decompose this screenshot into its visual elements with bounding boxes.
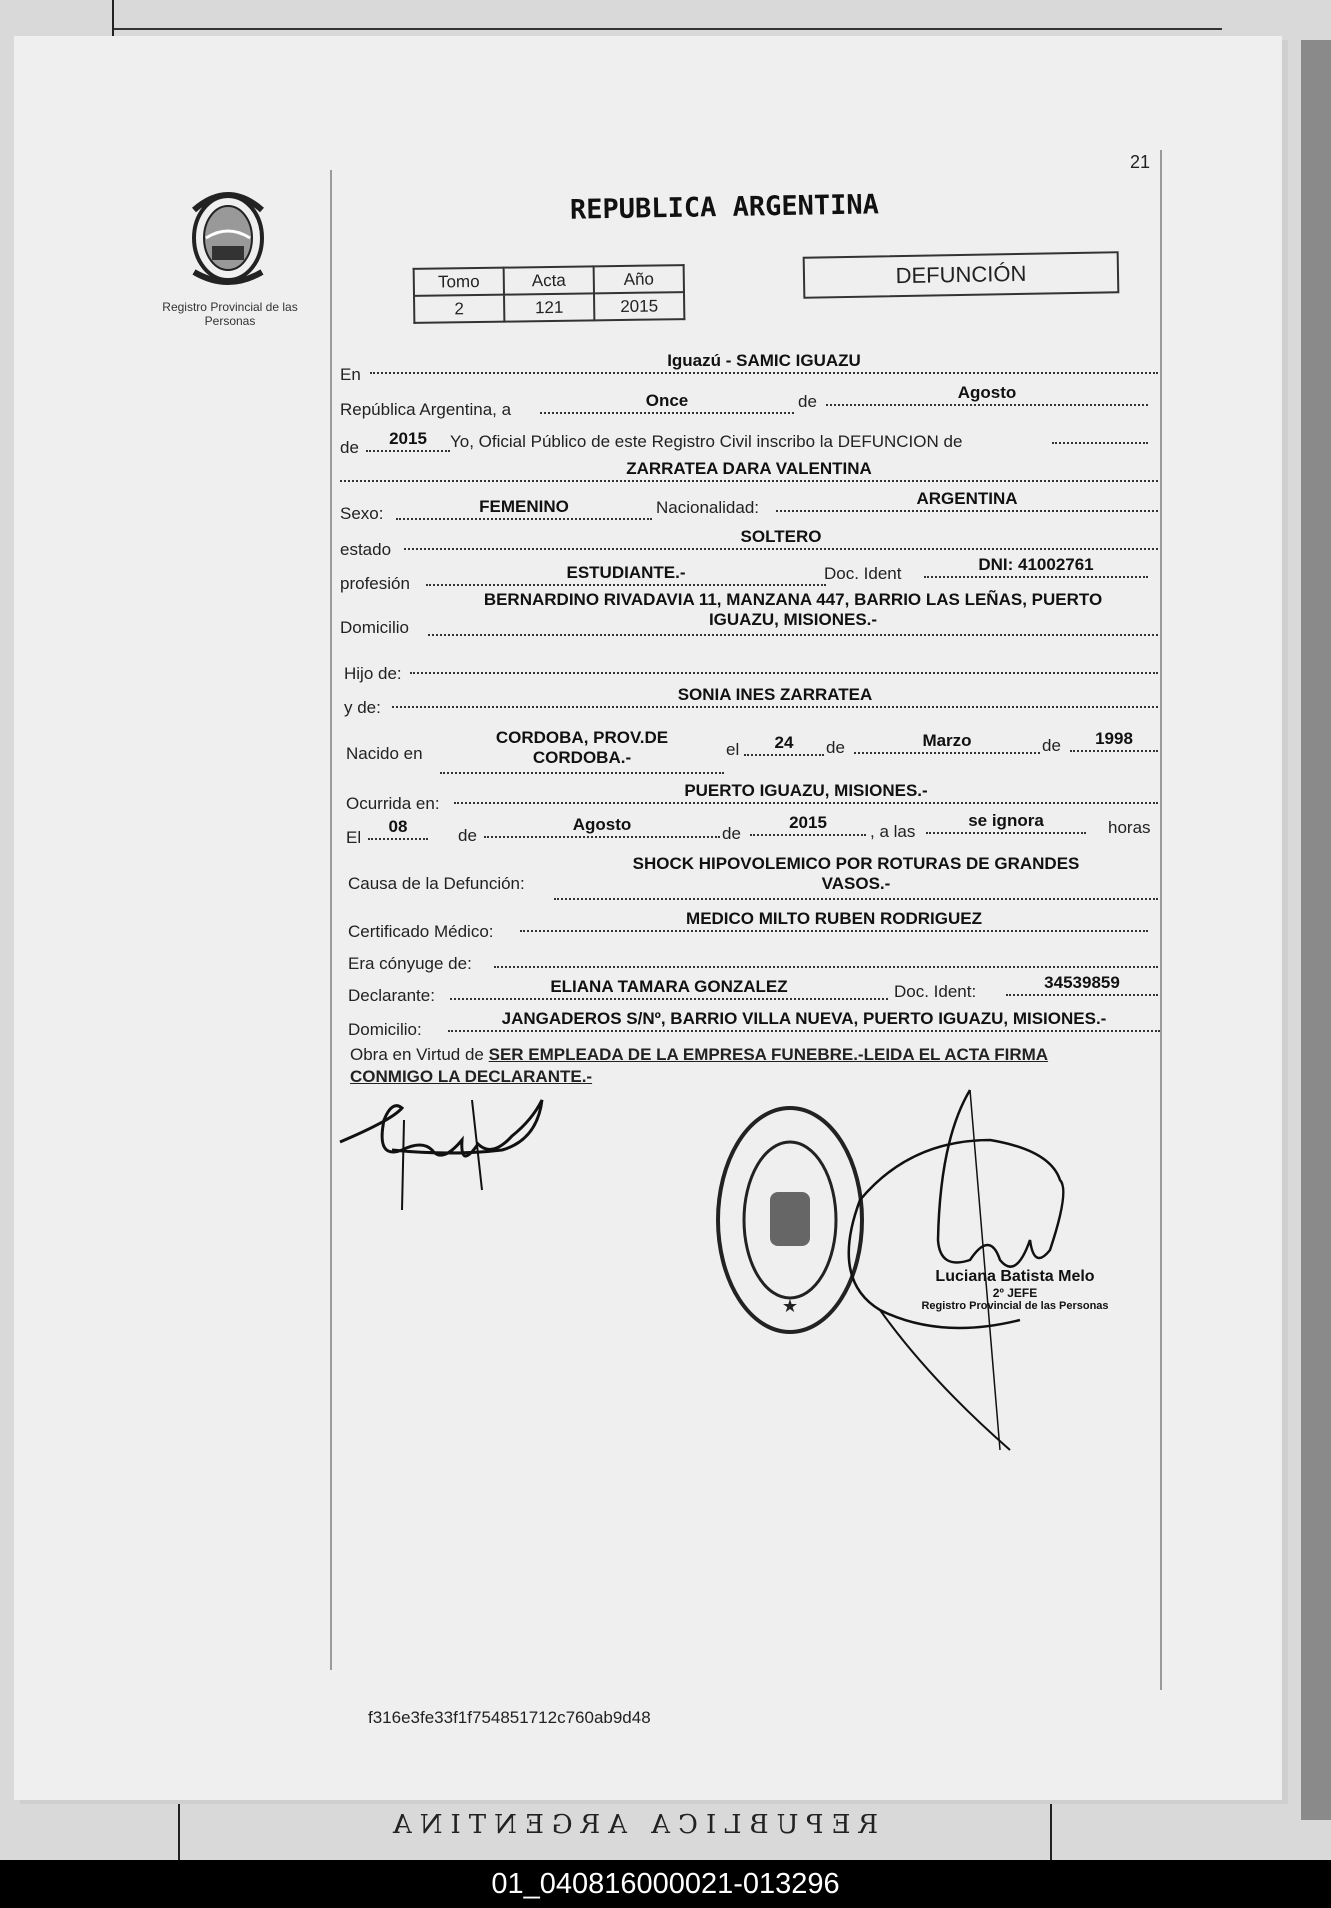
label-domicilio: Domicilio bbox=[340, 618, 409, 637]
register-header-acta: Acta bbox=[504, 266, 594, 294]
label-conyuge: Era cónyuge de: bbox=[348, 954, 472, 973]
label-en: En bbox=[340, 365, 361, 384]
document-hash: f316e3fe33f1f754851712c760ab9d48 bbox=[368, 1708, 651, 1727]
label-nacido-en: Nacido en bbox=[346, 744, 423, 763]
certificate-form bbox=[336, 340, 1170, 1120]
scanner-edge bbox=[1301, 40, 1331, 1820]
field-blank-1 bbox=[1052, 420, 1148, 444]
field-nombre: ZARRATEA DARA VALENTINA bbox=[340, 458, 1158, 482]
signer-name: Luciana Batista Melo bbox=[935, 1268, 1095, 1285]
register-table bbox=[413, 264, 686, 324]
scan-footer-id: 01_040816000021-013296 bbox=[0, 1860, 1331, 1908]
underlying-page-mirrored-title: REPUBLICA ARGENTINA bbox=[385, 1810, 879, 1840]
misiones-coat-of-arms bbox=[180, 180, 276, 290]
left-margin-line bbox=[330, 170, 332, 1670]
field-nacido-en bbox=[440, 728, 724, 774]
field-causa-line1: SHOCK HIPOVOLEMICO POR ROTURAS DE GRANDES bbox=[632, 854, 1080, 873]
field-def-hora: se ignora bbox=[926, 810, 1086, 834]
label-a-las: , a las bbox=[870, 822, 916, 841]
field-causa-line2: VASOS.- bbox=[821, 874, 891, 893]
field-ocurrida-en: PUERTO IGUAZU, MISIONES.- bbox=[454, 780, 1158, 804]
field-def-dia: 08 bbox=[368, 816, 428, 840]
document-type-box: DEFUNCIÓN bbox=[803, 251, 1120, 299]
register-value-tomo: 2 bbox=[414, 295, 504, 323]
label-causa: Causa de la Defunción: bbox=[348, 874, 525, 893]
field-def-anio: 2015 bbox=[750, 812, 866, 836]
signer-office: Registro Provincial de las Personas bbox=[921, 1300, 1109, 1312]
label-certificado: Certificado Médico: bbox=[348, 922, 494, 941]
field-def-mes: Agosto bbox=[484, 814, 720, 838]
label-de-5: de bbox=[458, 826, 477, 845]
label-de-1: de bbox=[798, 392, 817, 411]
field-domicilio bbox=[428, 590, 1158, 636]
label-ocurrida-en: Ocurrida en: bbox=[346, 794, 440, 813]
field-domicilio-line2: IGUAZU, MISIONES.- bbox=[708, 610, 878, 629]
field-nacionalidad: ARGENTINA bbox=[776, 488, 1158, 512]
seal-caption: Registro Provincial de las Personas bbox=[162, 300, 298, 328]
label-el-cap: El bbox=[346, 828, 362, 847]
field-declarante-doc: 34539859 bbox=[1006, 972, 1158, 996]
page-number: 21 bbox=[1130, 152, 1151, 172]
field-dia: Once bbox=[540, 390, 794, 414]
field-nac-anio: 1998 bbox=[1070, 728, 1158, 752]
label-republica-a: República Argentina, a bbox=[340, 400, 512, 419]
field-nac-mes: Marzo bbox=[854, 730, 1040, 754]
label-horas: horas bbox=[1108, 818, 1151, 837]
label-el: el bbox=[726, 740, 740, 759]
label-yo-oficial: Yo, Oficial Público de este Registro Civil inscribo la DEFUNCION de bbox=[450, 432, 963, 451]
label-y-de: y de: bbox=[344, 698, 381, 717]
field-y-de: SONIA INES ZARRATEA bbox=[392, 684, 1158, 708]
signer-block bbox=[920, 1268, 1110, 1312]
field-sexo: FEMENINO bbox=[396, 496, 652, 520]
field-lugar: Iguazú - SAMIC IGUAZU bbox=[370, 350, 1158, 374]
label-hijo-de: Hijo de: bbox=[344, 664, 402, 683]
field-obra-line1: SER EMPLEADA DE LA EMPRESA FUNEBRE.-LEIDA EL ACTA FIRMA bbox=[488, 1045, 1049, 1064]
label-de-6: de bbox=[722, 824, 741, 843]
label-obra: Obra en Virtud de bbox=[350, 1045, 484, 1064]
field-hijo-de bbox=[410, 650, 1158, 674]
label-nacionalidad: Nacionalidad: bbox=[656, 498, 760, 517]
field-conyuge bbox=[494, 944, 1158, 968]
field-certificado: MEDICO MILTO RUBEN RODRIGUEZ bbox=[520, 908, 1148, 932]
label-profesion: profesión bbox=[340, 574, 410, 593]
register-header-anio: Año bbox=[594, 265, 684, 293]
label-domicilio-2: Domicilio: bbox=[348, 1020, 422, 1039]
field-dni: DNI: 41002761 bbox=[924, 554, 1148, 578]
field-estado: SOLTERO bbox=[404, 526, 1158, 550]
register-value-anio: 2015 bbox=[594, 292, 684, 320]
field-nacido-line2: CORDOBA.- bbox=[532, 748, 632, 767]
label-doc-ident-2: Doc. Ident: bbox=[894, 982, 977, 1001]
signer-role: 2º JEFE bbox=[992, 1286, 1038, 1300]
label-de-4: de bbox=[1042, 736, 1061, 755]
field-nac-dia: 24 bbox=[744, 732, 824, 756]
document-title: REPUBLICA ARGENTINA bbox=[569, 189, 880, 226]
label-de-2: de bbox=[340, 438, 359, 457]
field-domicilio-line1: BERNARDINO RIVADAVIA 11, MANZANA 447, BARRIO LAS LEÑAS, PUERTO bbox=[483, 590, 1103, 609]
label-declarante: Declarante: bbox=[348, 986, 435, 1005]
field-causa bbox=[554, 854, 1158, 900]
field-mes: Agosto bbox=[826, 382, 1148, 406]
field-profesion: ESTUDIANTE.- bbox=[426, 562, 826, 586]
label-doc-ident: Doc. Ident bbox=[824, 564, 902, 583]
label-estado: estado bbox=[340, 540, 392, 559]
declarant-signature bbox=[332, 1080, 562, 1220]
label-de-3: de bbox=[826, 738, 845, 757]
field-domicilio-declarante: JANGADEROS S/Nº, BARRIO VILLA NUEVA, PUERTO IGUAZU, MISIONES.- bbox=[448, 1008, 1160, 1032]
field-nacido-line1: CORDOBA, PROV.DE bbox=[495, 728, 669, 747]
register-value-acta: 121 bbox=[504, 293, 594, 321]
svg-text:★: ★ bbox=[781, 1296, 799, 1316]
label-sexo: Sexo: bbox=[340, 504, 384, 523]
field-anio: 2015 bbox=[366, 428, 450, 452]
field-declarante: ELIANA TAMARA GONZALEZ bbox=[450, 976, 888, 1000]
register-header-tomo: Tomo bbox=[414, 268, 504, 296]
field-obra-line2: CONMIGO LA DECLARANTE.- bbox=[350, 1067, 593, 1086]
